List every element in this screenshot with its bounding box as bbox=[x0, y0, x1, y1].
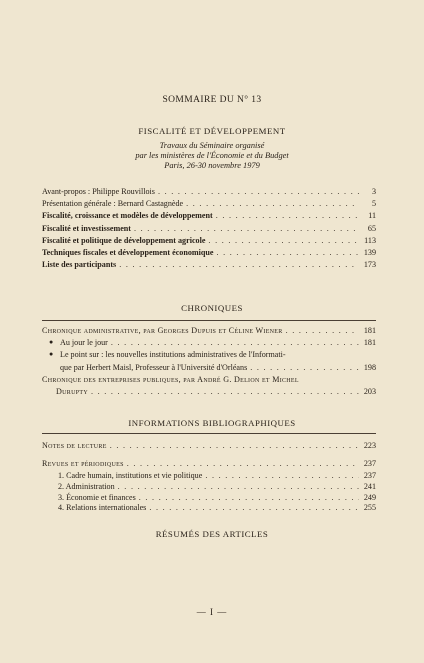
toc-entry-continuation bbox=[42, 387, 376, 399]
dot-leader bbox=[216, 248, 359, 257]
toc-entry[interactable] bbox=[42, 224, 376, 236]
section-heading-chroniques: CHRONIQUES bbox=[181, 303, 243, 313]
toc-entry[interactable] bbox=[42, 503, 376, 514]
dot-leader bbox=[205, 471, 359, 480]
seminar-subtitle-line-2: par les ministères de l'Économie et du Budget bbox=[135, 151, 289, 160]
toc-entry-label: Au jour le jour bbox=[60, 338, 108, 348]
section-rule bbox=[42, 433, 376, 434]
toc-entry[interactable] bbox=[42, 493, 376, 504]
toc-entry-page: 241 bbox=[363, 481, 376, 491]
dot-leader bbox=[110, 441, 359, 450]
toc-entry-label: Notes de lecture bbox=[42, 441, 107, 450]
toc-entry-page: 65 bbox=[367, 223, 376, 233]
toc-entry[interactable] bbox=[42, 248, 376, 260]
toc-entry-page: 181 bbox=[363, 338, 376, 348]
toc-entry-page: 223 bbox=[363, 441, 376, 450]
dot-leader bbox=[119, 260, 359, 269]
toc-entry-label: Fiscalité et politique de développement agricole bbox=[42, 235, 206, 245]
toc-entry[interactable] bbox=[42, 441, 376, 453]
toc-entry-label: Fiscalité et investissement bbox=[42, 223, 132, 233]
toc-entry[interactable] bbox=[42, 482, 376, 493]
toc-entry-label: 3. Économie et finances bbox=[58, 492, 136, 502]
dot-leader bbox=[134, 224, 359, 233]
toc-entry-label: Liste des participants bbox=[42, 260, 117, 270]
toc-entry-page: 198 bbox=[363, 362, 376, 372]
bullet-icon: ● bbox=[49, 350, 54, 359]
toc-chroniques bbox=[42, 326, 376, 399]
toc-biblio bbox=[42, 441, 376, 514]
toc-entry-label-line-2: Durupty bbox=[56, 386, 88, 396]
toc-entry-multiline[interactable] bbox=[42, 375, 376, 387]
dot-leader bbox=[186, 199, 359, 208]
toc-entry[interactable] bbox=[42, 338, 376, 350]
dot-leader bbox=[111, 338, 359, 347]
toc-entry-page: 173 bbox=[363, 260, 376, 270]
toc-entry-label-line-1: Le point sur : les nouvelles institutions administratives de l'Informati- bbox=[60, 350, 286, 360]
toc-entry-label-line-2: que par Herbert Maisl, Professeur à l'Université d'Orléans bbox=[60, 362, 248, 372]
summary-title: SOMMAIRE DU N° 13 bbox=[162, 95, 262, 105]
toc-entry-page: 237 bbox=[363, 459, 376, 469]
toc-entry-page: 139 bbox=[363, 247, 376, 257]
toc-entry[interactable] bbox=[42, 211, 376, 223]
toc-entry-label: Chronique administrative, par Georges Dupuis et Céline Wiener bbox=[42, 326, 283, 335]
toc-fiscalite bbox=[42, 187, 376, 272]
section-rule bbox=[42, 320, 376, 321]
toc-entry[interactable] bbox=[42, 260, 376, 272]
toc-entry-page: 113 bbox=[364, 235, 376, 245]
toc-entry-page: 11 bbox=[368, 211, 376, 221]
toc-entry-label: Avant-propos : Philippe Rouvillois bbox=[42, 187, 155, 196]
toc-entry-label: Présentation générale : Bernard Castagnède bbox=[42, 199, 184, 209]
section-heading-fiscalite: FISCALITÉ ET DÉVELOPPEMENT bbox=[138, 126, 286, 136]
toc-entry-page: 5 bbox=[371, 199, 376, 209]
toc-entry-page: 3 bbox=[371, 187, 376, 196]
seminar-subtitle-line-1: Travaux du Séminaire organisé bbox=[159, 141, 265, 150]
dot-leader bbox=[139, 493, 359, 502]
toc-entry[interactable] bbox=[42, 459, 376, 471]
section-heading-biblio: INFORMATIONS BIBLIOGRAPHIQUES bbox=[128, 418, 296, 428]
dot-leader bbox=[208, 236, 359, 245]
dot-leader bbox=[216, 211, 359, 220]
bullet-icon: ● bbox=[49, 338, 54, 347]
seminar-subtitle-line-3: Paris, 26-30 novembre 1979 bbox=[164, 161, 260, 170]
toc-entry-multiline[interactable] bbox=[42, 350, 376, 362]
dot-leader bbox=[250, 363, 359, 372]
dot-leader bbox=[127, 459, 359, 468]
page-number: — I — bbox=[196, 607, 228, 617]
toc-entry[interactable] bbox=[42, 471, 376, 482]
toc-entry[interactable] bbox=[42, 236, 376, 248]
toc-entry[interactable] bbox=[42, 326, 376, 338]
toc-entry-label: 2. Administration bbox=[58, 481, 115, 491]
toc-entry-label-line-1: Chronique des entreprises publiques, par André G. Delion et Michel bbox=[42, 374, 299, 384]
dot-leader bbox=[91, 387, 359, 396]
dot-leader bbox=[149, 503, 359, 512]
toc-entry-label: Fiscalité, croissance et modèles de développement bbox=[42, 211, 213, 221]
toc-entry-page: 181 bbox=[363, 326, 376, 335]
dot-leader bbox=[286, 326, 359, 335]
toc-entry-label: 4. Relations internationales bbox=[58, 503, 147, 513]
toc-entry-label: Revues et périodiques bbox=[42, 459, 124, 469]
toc-entry-page: 249 bbox=[363, 492, 376, 502]
dot-leader bbox=[158, 187, 359, 196]
toc-entry-continuation bbox=[42, 363, 376, 375]
dot-leader bbox=[118, 482, 359, 491]
toc-entry-label: 1. Cadre humain, institutions et vie politique bbox=[58, 471, 203, 481]
section-heading-resumes: RÉSUMÉS DES ARTICLES bbox=[155, 529, 269, 539]
toc-entry-page: 237 bbox=[363, 471, 376, 481]
toc-entry-page: 203 bbox=[363, 386, 376, 396]
toc-entry[interactable] bbox=[42, 199, 376, 211]
toc-entry[interactable] bbox=[42, 187, 376, 199]
toc-entry-label: Techniques fiscales et développement économique bbox=[42, 247, 214, 257]
toc-entry-page: 255 bbox=[363, 503, 376, 513]
